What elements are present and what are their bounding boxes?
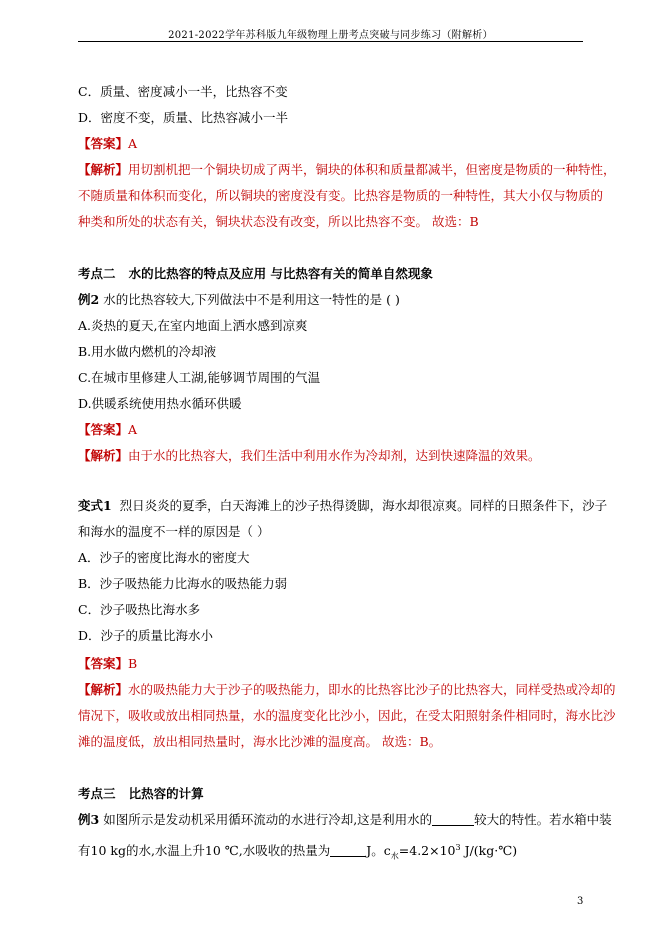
ex3-stem-d: J。c	[366, 843, 391, 859]
fill-blank-1	[432, 813, 474, 826]
answer-value: B	[128, 656, 138, 671]
topic2-heading	[78, 266, 433, 282]
answer-tag: 【答案】	[78, 656, 129, 671]
q1-analysis-line3: 种类和所处的状态有关，铜块状态没有改变，所以比热容不变。 故选：B	[78, 214, 479, 229]
ex3-stem-line1	[78, 812, 612, 828]
ex2-option-c: C.在城市里修建人工湖,能够调节周围的气温	[78, 370, 321, 385]
ex2-option-a: A.炎热的夏天,在室内地面上洒水感到凉爽	[78, 318, 308, 333]
ex3-stem-line2	[78, 840, 517, 865]
var1-option-c: C．沙子吸热比海水多	[78, 602, 201, 617]
ex2-option-b: B.用水做内燃机的冷却液	[78, 344, 217, 359]
analysis-text: 由于水的比热容大，我们生活中利用水作为冷却剂，达到快速降温的效果。	[128, 448, 541, 463]
analysis-text: 水的吸热能力大于沙子的吸热能力，即水的比热容比沙子的比热容大，同样受热或冷却的	[128, 682, 616, 697]
ex3-stem-e: =4.2×10	[398, 843, 456, 859]
topic3-heading	[78, 786, 204, 802]
answer-value: A	[128, 422, 138, 437]
ex2-option-d: D.供暖系统使用热水循环供暖	[78, 396, 242, 411]
analysis-tag: 【解析】	[78, 448, 129, 463]
q1-analysis-line1	[78, 162, 616, 178]
ex3-stem-b: 较大的特性。若水箱中装	[474, 812, 612, 827]
ex3-sub: 水	[390, 851, 399, 861]
answer-tag: 【答案】	[78, 422, 129, 437]
ex3-stem-f: J/(kg·℃)	[460, 843, 518, 859]
q1-analysis-line2: 不随质量和体积而变化，所以铜块的密度没有变。比热容是物质的一种特性，其大小仅与物质的	[78, 188, 604, 203]
analysis-tag: 【解析】	[78, 162, 129, 177]
topic2-label: 考点二	[78, 266, 116, 281]
var1-stem-line2: 和海水的温度不一样的原因是（ ）	[78, 524, 270, 539]
ex2-answer	[78, 422, 137, 438]
q1-option-d: D．密度不变，质量、比热容减小一半	[78, 110, 289, 125]
var1-stem-line1	[78, 498, 607, 514]
var1-analysis-line3: 滩的温度低，放出相同热量时，海水比沙滩的温度高。 故选：B。	[78, 734, 442, 749]
fill-blank-2	[330, 844, 366, 857]
var1-option-d: D．沙子的质量比海水小	[78, 628, 214, 643]
var1-analysis-line2: 情况下，吸收或放出相同热量，水的温度变化比沙小，因此，在受太阳照射条件相同时，海水比沙	[78, 708, 616, 723]
ex2-label: 例2	[78, 292, 100, 307]
ex2-stem-text: 水的比热容较大,下列做法中不是利用这一特性的是 ( )	[103, 292, 400, 307]
var1-analysis-line1	[78, 682, 616, 698]
ex3-label: 例3	[78, 812, 100, 827]
var1-stem-text: 烈日炎炎的夏季，白天海滩上的沙子热得烫脚，海水却很凉爽。同样的日照条件下，沙子	[119, 498, 608, 513]
ex3-sup: 3	[455, 843, 461, 852]
ex3-stem-a: 如图所示是发动机采用循环流动的水进行冷却,这是利用水的	[103, 812, 433, 827]
topic3-title: 比热容的计算	[128, 786, 204, 801]
var1-option-b: B．沙子吸热能力比海水的吸热能力弱	[78, 576, 288, 591]
page-header: 2021-2022学年苏科版九年级物理上册考点突破与同步练习（附解析）	[168, 30, 493, 41]
ex3-stem-c: 有10 kg的水,水温上升10 ℃,水吸收的热量为	[78, 843, 331, 859]
ex2-stem	[78, 292, 400, 308]
var1-answer	[78, 656, 137, 672]
var1-label: 变式1	[78, 498, 112, 513]
answer-tag: 【答案】	[78, 136, 129, 151]
var1-option-a: A．沙子的密度比海水的密度大	[78, 550, 250, 565]
topic3-label: 考点三	[78, 786, 116, 801]
q1-answer	[78, 136, 137, 152]
q1-option-c: C．质量、密度减小一半，比热容不变	[78, 84, 288, 99]
analysis-text: 用切割机把一个铜块切成了两半，铜块的体积和质量都减半，但密度是物质的一种特性，	[128, 162, 616, 177]
ex2-analysis	[78, 448, 541, 464]
header-rule	[78, 41, 583, 42]
topic2-title: 水的比热容的特点及应用 与比热容有关的简单自然现象	[128, 266, 433, 281]
page-number: 3	[577, 896, 584, 907]
analysis-tag: 【解析】	[78, 682, 129, 697]
answer-value: A	[128, 136, 138, 151]
